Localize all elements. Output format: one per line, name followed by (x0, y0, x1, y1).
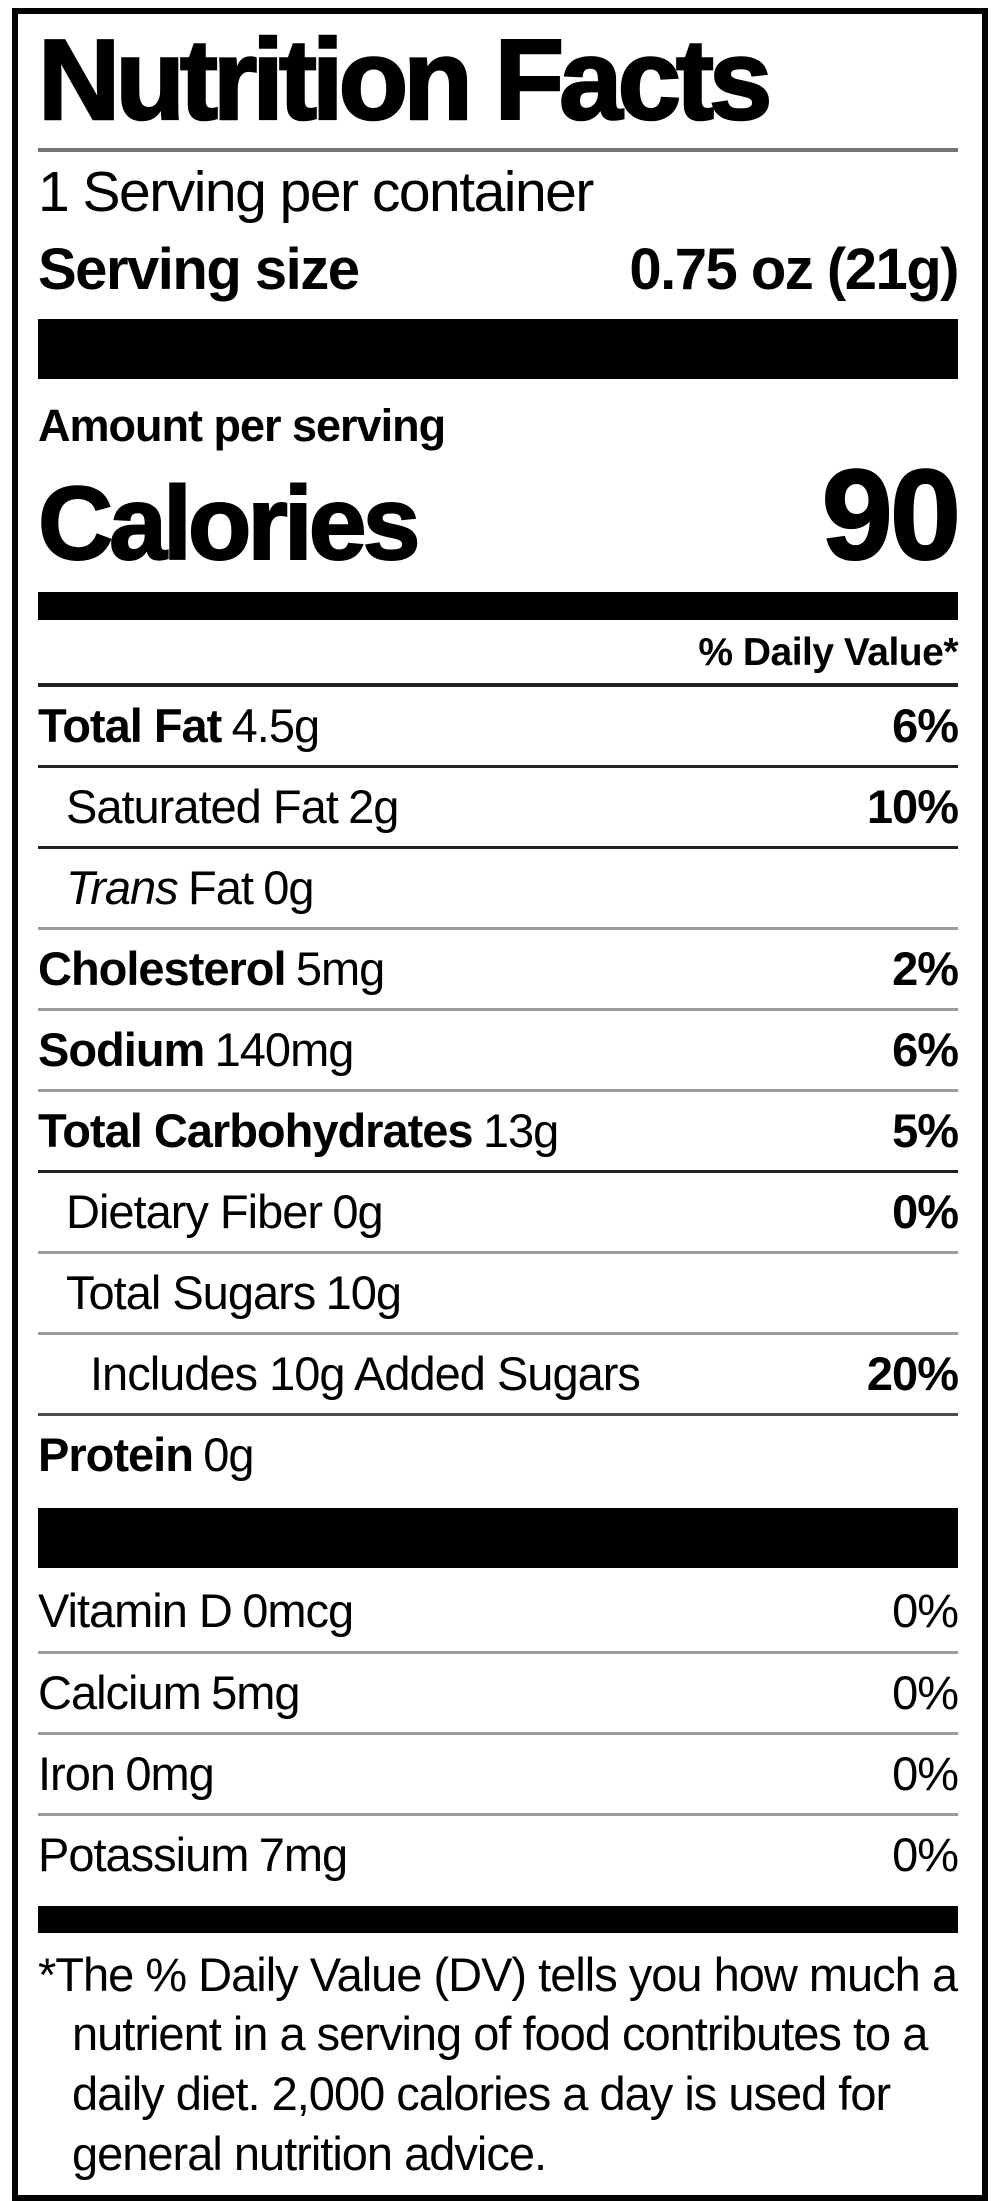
row-dietary-fiber (38, 1173, 958, 1254)
nutrient-amount: 5mg (211, 1665, 300, 1719)
calories-row (38, 444, 958, 587)
nutrient-amount: 13g (482, 1104, 559, 1158)
nutrient-amount: 5mg (295, 942, 385, 996)
nutrient-percent: 0% (892, 1827, 958, 1881)
nutrient-name: Includes 10g Added Sugars (90, 1347, 640, 1401)
amount-per-serving-label: Amount per serving (38, 400, 446, 451)
nutrient-name: Total Sugars (66, 1266, 316, 1320)
nutrient-percent: 6% (892, 699, 958, 752)
serving-size-value: 0.75 oz (21g) (629, 237, 958, 302)
row-sodium (38, 1011, 958, 1092)
nutrient-name: Protein (38, 1428, 193, 1482)
row-iron (38, 1735, 958, 1816)
nutrient-name: Iron (38, 1746, 115, 1800)
row-saturated-fat (38, 768, 958, 849)
nutrient-amount: 4.5g (231, 699, 320, 752)
nutrient-percent: 6% (892, 1023, 958, 1077)
daily-value-header: % Daily Value* (38, 620, 958, 687)
nutrient-name: Total Fat (38, 699, 222, 752)
nutrient-amount: 0g (263, 861, 314, 915)
row-total-fat (38, 687, 958, 768)
divider-bar-thick (38, 319, 958, 379)
nutrient-percent: 10% (866, 780, 958, 834)
row-trans-fat (38, 849, 958, 930)
nutrient-name: Sodium (38, 1023, 205, 1077)
nutrient-percent: 0% (892, 1746, 958, 1800)
divider-bar-medium (38, 1906, 958, 1933)
nutrient-percent: 0% (892, 1665, 958, 1719)
nutrient-amount: 0g (203, 1428, 254, 1482)
divider-bar-thick (38, 1508, 958, 1568)
calories-value: 90 (821, 444, 958, 587)
row-cholesterol (38, 930, 958, 1011)
nutrient-name: Fat (187, 861, 253, 915)
nutrient-name: Vitamin D (38, 1584, 232, 1638)
divider-bar-medium (38, 592, 958, 620)
nutrient-name: Saturated Fat (66, 780, 338, 834)
nutrient-percent: 0% (892, 1584, 958, 1638)
nutrient-percent: 2% (892, 942, 958, 996)
nutrient-percent: 0% (892, 1185, 958, 1239)
nutrient-amount: 0g (332, 1185, 383, 1239)
serving-size-row (38, 237, 958, 302)
nutrient-name: Dietary Fiber (66, 1185, 323, 1239)
servings-per-container: 1 Serving per container (38, 160, 593, 224)
serving-size-label: Serving size (38, 237, 359, 302)
row-vitamin-d (38, 1572, 958, 1653)
nutrient-amount: 0mg (125, 1746, 214, 1800)
nutrient-amount: 140mg (214, 1023, 354, 1077)
nutrient-name: Potassium (38, 1827, 249, 1881)
nutrient-name: Cholesterol (38, 942, 286, 996)
nutrient-amount: 7mg (258, 1827, 348, 1881)
nutrient-amount: 0mcg (242, 1584, 354, 1638)
row-potassium (38, 1816, 958, 1894)
nutrient-name: Total Carbohydrates (38, 1104, 473, 1158)
nutrient-amount: 2g (348, 780, 399, 834)
label-title: Nutrition Facts (38, 18, 958, 152)
row-total-sugars (38, 1254, 958, 1335)
daily-value-footnote: *The % Daily Value (DV) tells you how much a nutrient in a serving of food contributes to a daily diet. 2,000 calories a day is used for general nutrition advice. (38, 1947, 958, 2180)
nutrient-percent: 5% (892, 1104, 958, 1158)
nutrient-percent: 20% (866, 1347, 958, 1401)
nutrient-amount: 10g (325, 1266, 402, 1320)
row-added-sugars (38, 1335, 958, 1416)
nutrient-name-italic: Trans (66, 861, 178, 915)
row-calcium (38, 1654, 958, 1735)
row-protein (38, 1416, 958, 1494)
nutrient-name: Calcium (38, 1665, 201, 1719)
nutrition-facts-label (12, 8, 988, 2201)
row-total-carbohydrates (38, 1092, 958, 1173)
calories-label: Calories (38, 466, 417, 582)
